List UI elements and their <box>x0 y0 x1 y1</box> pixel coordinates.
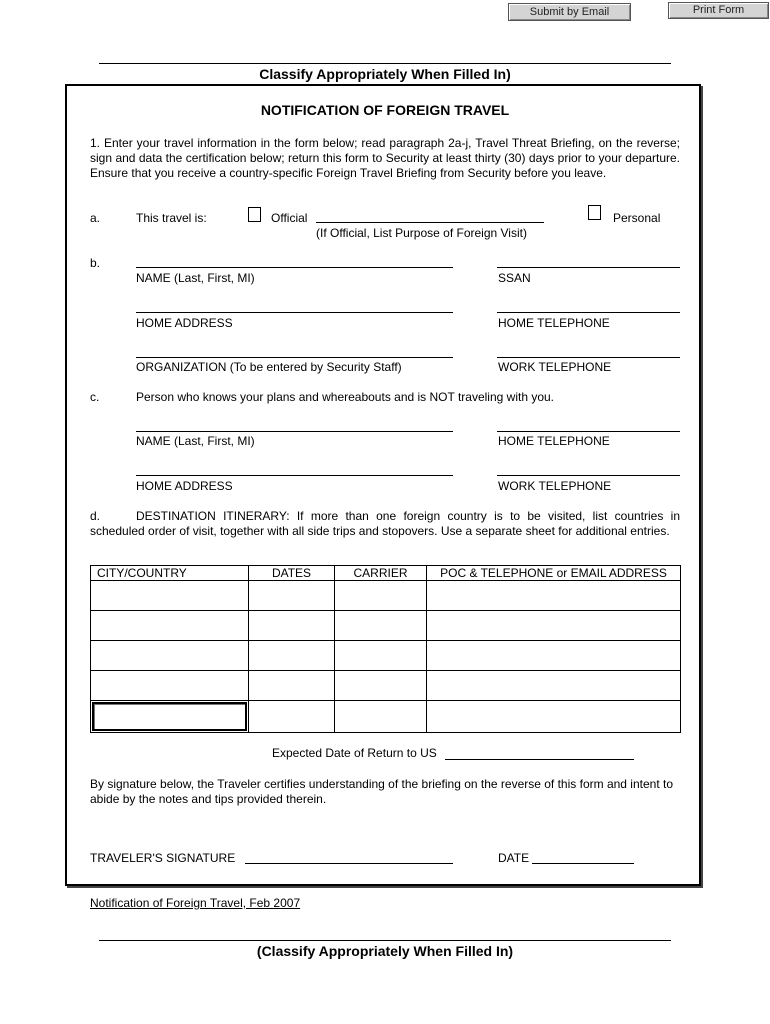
official-label: Official <box>271 211 308 225</box>
contact-person-text: Person who knows your plans and whereabouts and is NOT traveling with you. <box>136 390 555 404</box>
certification-text: By signature below, the Traveler certifies understanding of the briefing on the reverse of this form and intent to abide by the notes and tips provided therein. <box>90 777 673 806</box>
dates-cell[interactable] <box>249 611 335 641</box>
traveler-work-telephone-field[interactable] <box>497 357 680 358</box>
form-title: NOTIFICATION OF FOREIGN TRAVEL <box>260 102 510 118</box>
return-date-label: Expected Date of Return to US <box>272 746 437 760</box>
date-label: DATE <box>498 851 530 865</box>
dates-cell[interactable] <box>249 671 335 701</box>
ssan-label: SSAN <box>498 271 531 285</box>
table-row <box>91 701 681 733</box>
section-d-marker: d. <box>90 509 101 523</box>
carrier-cell[interactable] <box>335 581 427 611</box>
poc-cell[interactable] <box>427 611 681 641</box>
col-dates: DATES <box>249 566 335 581</box>
itinerary-header-row <box>91 566 681 581</box>
dates-cell[interactable] <box>249 701 335 733</box>
col-carrier: CARRIER <box>335 566 427 581</box>
footer-revision: Notification of Foreign Travel, Feb 2007 <box>90 896 301 910</box>
poc-cell[interactable] <box>427 641 681 671</box>
classification-bottom: (Classify Appropriately When Filled In) <box>256 943 514 959</box>
organization-field[interactable] <box>136 357 453 358</box>
col-city-country: CITY/COUNTRY <box>91 566 249 581</box>
top-rule <box>99 63 671 64</box>
city-country-cell[interactable] <box>91 581 249 611</box>
table-row <box>91 671 681 701</box>
official-purpose-field[interactable] <box>316 222 544 223</box>
date-field[interactable] <box>532 863 634 864</box>
city-country-cell-focused[interactable] <box>91 701 249 733</box>
contact-name-label: NAME (Last, First, MI) <box>136 434 255 448</box>
official-purpose-hint: (If Official, List Purpose of Foreign Visit) <box>316 226 527 240</box>
contact-work-telephone-field[interactable] <box>497 475 680 476</box>
ssan-field[interactable] <box>497 267 680 268</box>
table-row <box>91 641 681 671</box>
col-poc: POC & TELEPHONE or EMAIL ADDRESS <box>427 566 681 581</box>
section-a-marker: a. <box>90 211 101 225</box>
city-country-cell[interactable] <box>91 671 249 701</box>
contact-name-field[interactable] <box>136 431 453 432</box>
carrier-cell[interactable] <box>335 671 427 701</box>
classification-top: Classify Appropriately When Filled In) <box>259 66 511 82</box>
table-row <box>91 581 681 611</box>
section-c-marker: c. <box>90 390 100 404</box>
section-b-marker: b. <box>90 256 101 270</box>
submit-by-email-button[interactable]: Submit by Email <box>508 3 631 21</box>
table-row <box>91 611 681 641</box>
contact-home-telephone-label: HOME TELEPHONE <box>498 434 610 448</box>
personal-label: Personal <box>613 211 661 225</box>
personal-checkbox[interactable] <box>588 205 601 220</box>
traveler-home-telephone-label: HOME TELEPHONE <box>498 316 610 330</box>
dates-cell[interactable] <box>249 581 335 611</box>
contact-home-telephone-field[interactable] <box>497 431 680 432</box>
contact-work-telephone-label: WORK TELEPHONE <box>498 479 612 493</box>
traveler-name-field[interactable] <box>136 267 453 268</box>
itinerary-table <box>90 565 681 733</box>
contact-home-address-label: HOME ADDRESS <box>136 479 233 493</box>
city-country-cell[interactable] <box>91 641 249 671</box>
city-country-cell[interactable] <box>91 611 249 641</box>
poc-cell[interactable] <box>427 581 681 611</box>
poc-cell[interactable] <box>427 671 681 701</box>
carrier-cell[interactable] <box>335 641 427 671</box>
traveler-home-address-field[interactable] <box>136 312 453 313</box>
return-date-field[interactable] <box>445 759 634 760</box>
bottom-rule <box>99 940 671 941</box>
print-form-button[interactable]: Print Form <box>668 2 769 19</box>
poc-cell[interactable] <box>427 701 681 733</box>
carrier-cell[interactable] <box>335 701 427 733</box>
dates-cell[interactable] <box>249 641 335 671</box>
destination-itinerary-text: DESTINATION ITINERARY: If more than one foreign country is to be visited, list countries in scheduled order of visit, together with all side trips and stopovers. Use a separate sheet for additional entries. <box>90 509 680 538</box>
traveler-work-telephone-label: WORK TELEPHONE <box>498 360 612 374</box>
traveler-name-label: NAME (Last, First, MI) <box>136 271 255 285</box>
instructions-paragraph: 1. Enter your travel information in the form below; read paragraph 2a-j, Travel Threat Briefing, on the reverse; sign and data the certification below; return this form to Security at least thirty (30) days prior to your departure. Ensure that you receive a country-specific Foreign Travel Briefing from Security before you leave. <box>90 136 680 180</box>
traveler-home-telephone-field[interactable] <box>497 312 680 313</box>
carrier-cell[interactable] <box>335 611 427 641</box>
organization-label: ORGANIZATION (To be entered by Security Staff) <box>136 360 402 374</box>
traveler-home-address-label: HOME ADDRESS <box>136 316 233 330</box>
official-checkbox[interactable] <box>248 207 261 222</box>
travel-is-label: This travel is: <box>136 211 207 225</box>
signature-field[interactable] <box>245 863 453 864</box>
contact-home-address-field[interactable] <box>136 475 453 476</box>
signature-label: TRAVELER'S SIGNATURE <box>90 851 236 865</box>
